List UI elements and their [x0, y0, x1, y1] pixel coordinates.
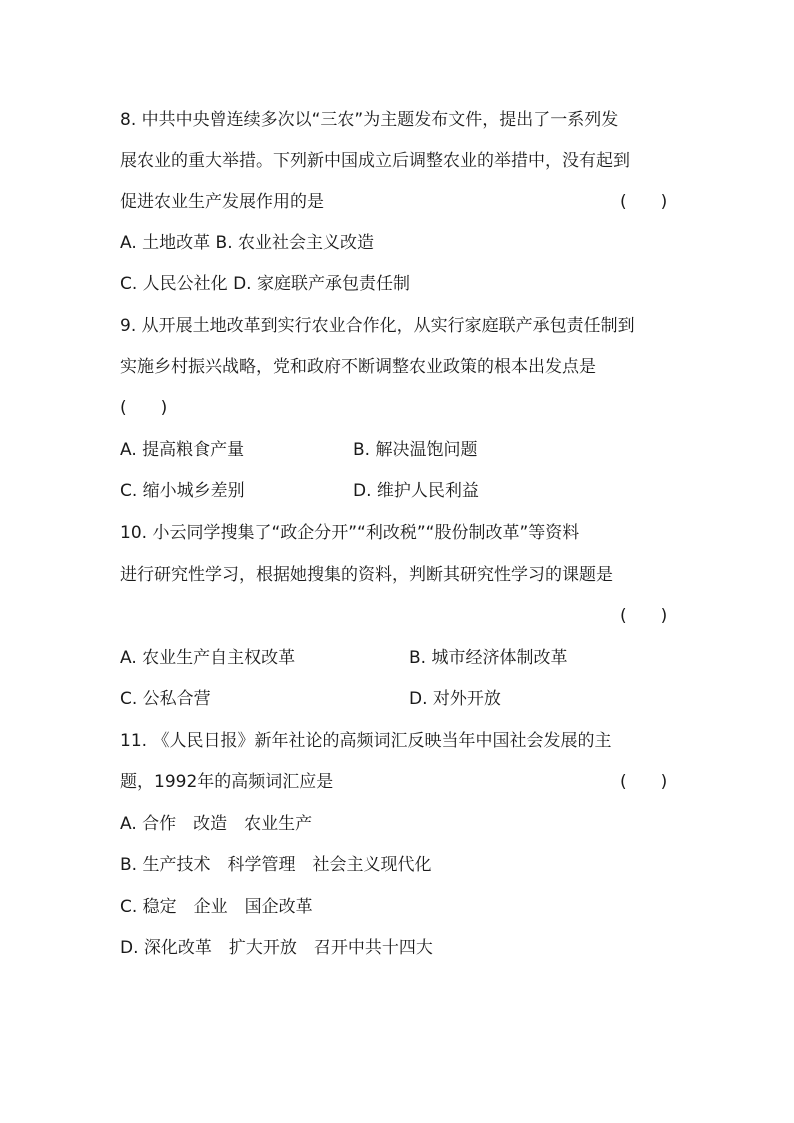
q9-option-c: C. 缩小城乡差别 [120, 481, 245, 501]
q11-option-c: C. 稳定 企业 国企改革 [120, 897, 313, 917]
q11-line-1: 11. 《人民日报》新年社论的高频词汇反映当年中国社会发展的主 [120, 731, 612, 751]
q9-option-d: D. 维护人民利益 [353, 481, 479, 501]
q10-line-1: 10. 小云同学搜集了“政企分开”“利改税”“股份制改革”等资料 [120, 523, 580, 543]
q11-option-d: D. 深化改革 扩大开放 召开中共十四大 [120, 938, 433, 958]
q9-line-2: 实施乡村振兴战略，党和政府不断调整农业政策的根本出发点是 [120, 357, 596, 377]
q9-answer-blank: ( ) [120, 398, 168, 418]
q8-option-ab: A. 土地改革 B. 农业社会主义改造 [120, 233, 375, 253]
q8-answer-blank: ( ) [620, 192, 668, 212]
q11-option-b: B. 生产技术 科学管理 社会主义现代化 [120, 855, 432, 875]
q9-line-1: 9. 从开展土地改革到实行农业合作化，从实行家庭联产承包责任制到 [120, 316, 635, 336]
q10-option-d: D. 对外开放 [409, 689, 501, 709]
q11-answer-blank: ( ) [620, 772, 668, 792]
q11-line-2: 题，1992年的高频词汇应是 [120, 772, 334, 792]
q11-option-a: A. 合作 改造 农业生产 [120, 814, 313, 834]
q10-answer-blank: ( ) [620, 606, 668, 626]
q8-line-3: 促进农业生产发展作用的是 [120, 192, 324, 212]
q10-option-c: C. 公私合营 [120, 689, 211, 709]
q9-option-a: A. 提高粮食产量 [120, 440, 245, 460]
q10-line-2: 进行研究性学习，根据她搜集的资料，判断其研究性学习的课题是 [120, 565, 613, 585]
q8-option-cd: C. 人民公社化 D. 家庭联产承包责任制 [120, 274, 410, 294]
q10-option-b: B. 城市经济体制改革 [409, 648, 568, 668]
q9-option-b: B. 解决温饱问题 [353, 440, 478, 460]
q8-line-1: 8. 中共中央曾连续多次以“三农”为主题发布文件，提出了一系列发 [120, 110, 619, 130]
q10-option-a: A. 农业生产自主权改革 [120, 648, 296, 668]
q8-line-2: 展农业的重大举措。下列新中国成立后调整农业的举措中，没有起到 [120, 151, 630, 171]
